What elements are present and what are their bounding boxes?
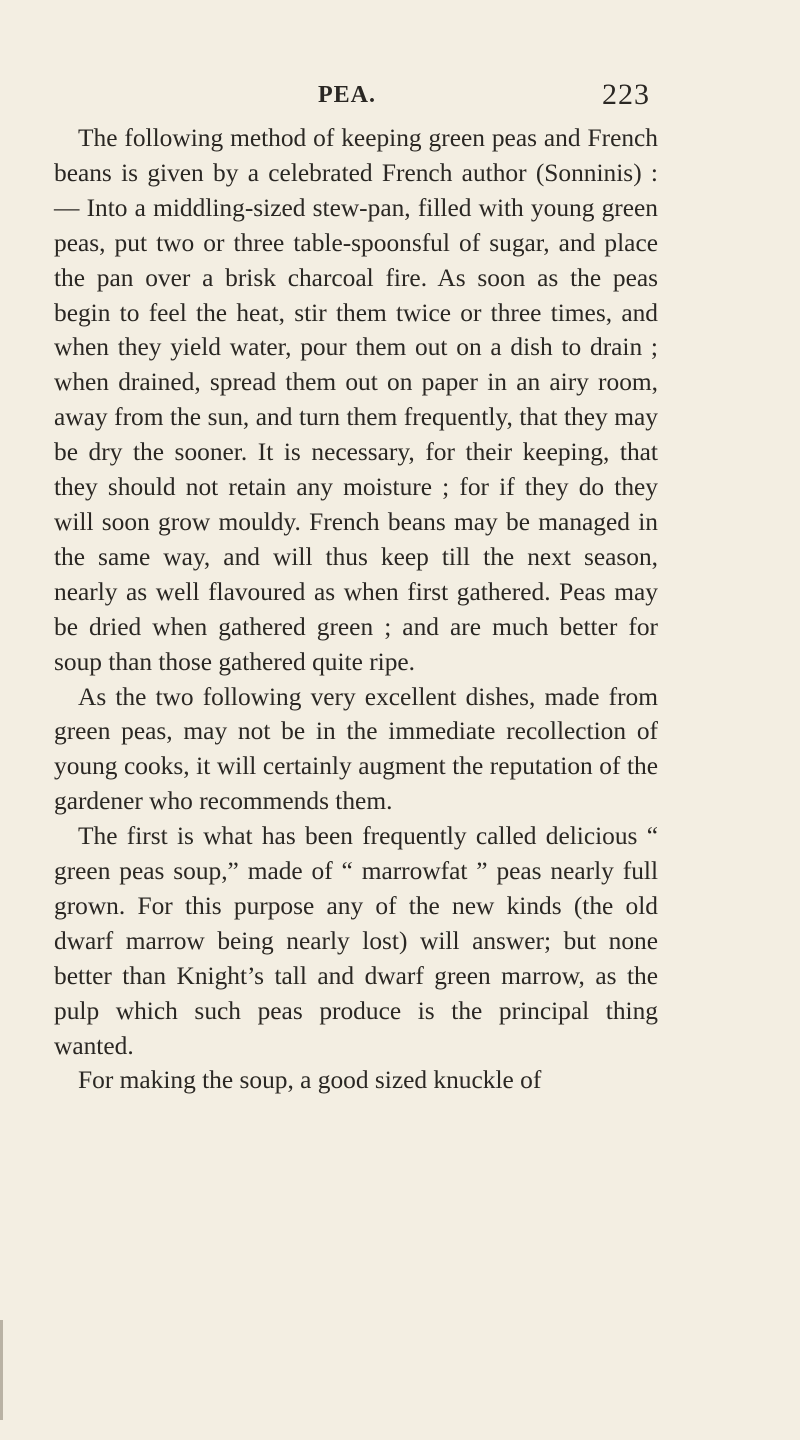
- paragraph-2: As the two following very excellent dishes, made from green peas, may not be in the immediate recollection of young cooks, it will certainly augment the reputation of the gardener who recommends them.: [54, 682, 658, 816]
- page-edge-shadow: [0, 1320, 3, 1420]
- paragraph-1: The following method of keeping green peas and French beans is given by a celebrated French author (Sonninis) : — Into a middling-sized stew-pan, filled with young green peas, put two or three table-spoonsful of sugar, and place the pan over a brisk charcoal fire. As soon as the peas begin to feel the heat, stir them twice or three times, and when they yield water, pour them out on a dish to drain ; when drained, spread them out on paper in an airy room, away from the sun, and turn them frequently, that they may be dry the sooner. It is necessary, for their keeping, that they should not retain any moisture ; for if they do they will soon grow mouldy. French beans may be managed in the same way, and will thus keep till the next season, nearly as well flavoured as when first gathered. Peas may be dried when gathered green ; and are much better for soup than those gathered quite ripe.: [54, 124, 658, 676]
- page-number: 223: [602, 78, 650, 111]
- paragraph-3: The first is what has been frequently called delicious “ green peas soup,” made of “ marrowfat ” peas nearly full grown. For this purpose any of the new kinds (the old dwarf marrow being nearly lost) will answer; but none better than Knight’s tall and dwarf green marrow, as the pulp which such peas produce is the principal thing wanted.: [54, 822, 658, 1060]
- body-text: [54, 121, 658, 1098]
- paragraph-4: For making the soup, a good sized knuckle of: [78, 1066, 542, 1095]
- running-title: PEA.: [318, 82, 376, 108]
- running-head: [0, 78, 800, 116]
